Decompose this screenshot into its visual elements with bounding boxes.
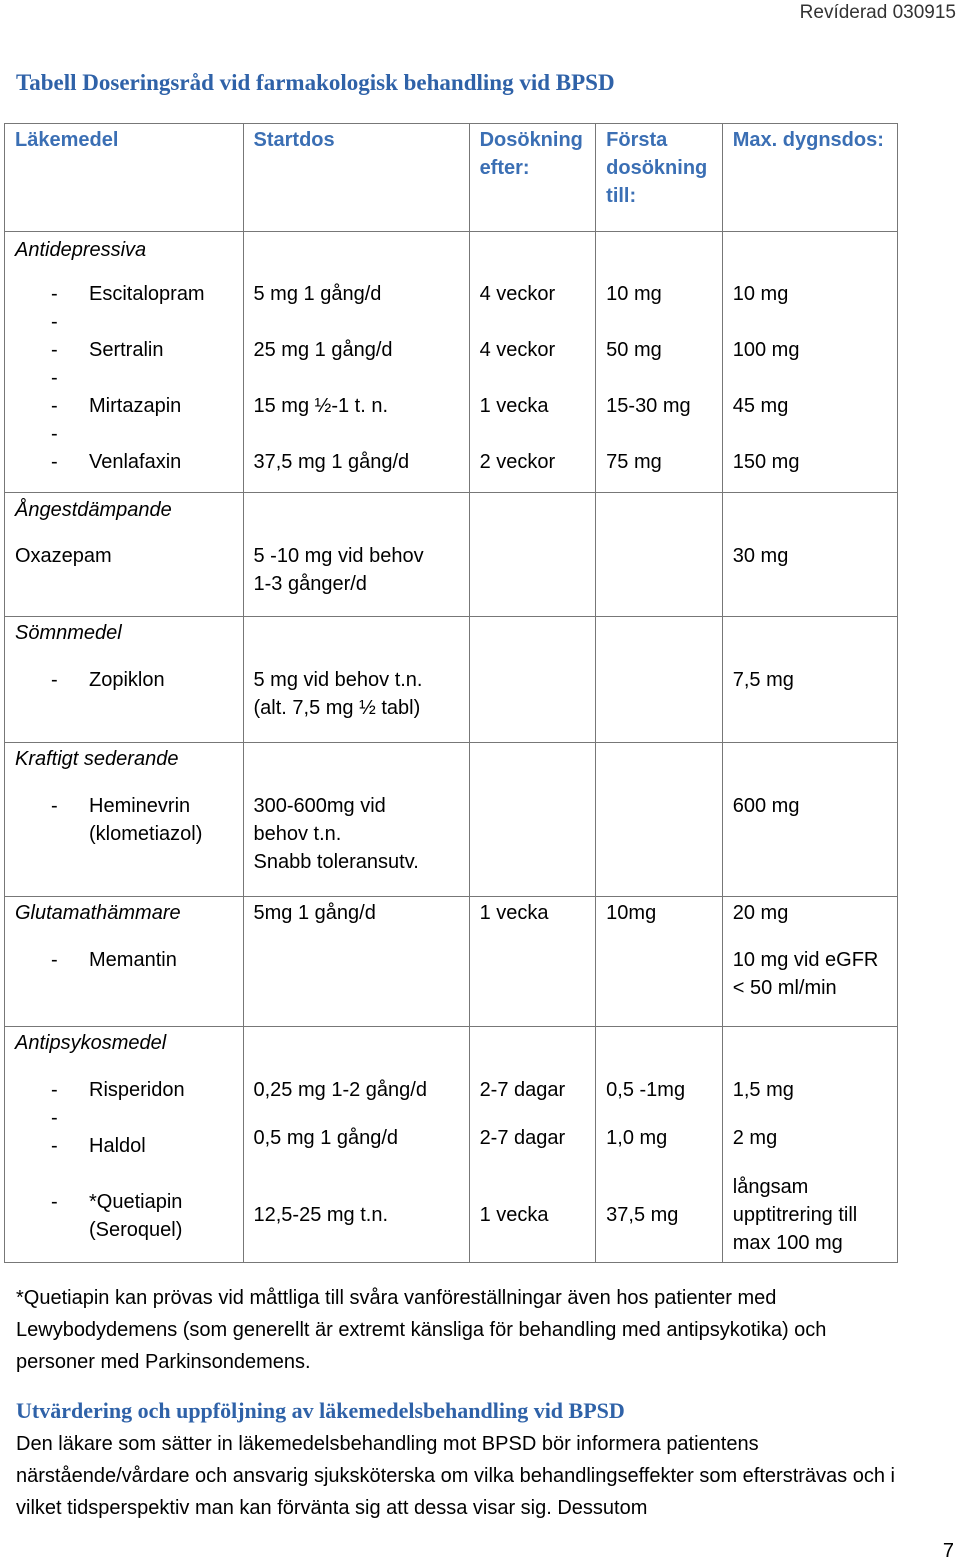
drug-name: Memantin xyxy=(89,949,177,971)
category-label: Antipsykosmedel xyxy=(5,1027,244,1077)
max-dose: 30 mg xyxy=(722,542,897,617)
drug-name: Zopiklon xyxy=(89,669,165,691)
drug-name: Risperidon xyxy=(89,1079,185,1101)
start-dose: 5 -10 mg vid behov 1-3 gånger/d xyxy=(243,542,469,617)
page-number: 7 xyxy=(942,1540,954,1562)
first-increase-list: 10 mg 50 mg 15-30 mg 75 mg xyxy=(596,280,723,493)
start-dose-list: 0,25 mg 1-2 gång/d 0,5 mg 1 gång/d 12,5-25 mg t.n. xyxy=(243,1076,469,1263)
table-row xyxy=(5,542,898,617)
revision-date: Revíderad 030915 xyxy=(799,2,956,23)
category-row xyxy=(5,617,898,667)
header-dosokning-efter: Dosökning efter: xyxy=(469,124,596,232)
category-row xyxy=(5,493,898,543)
section-title: Utvärdering och uppföljning av läkemedelsbehandling vid BPSD xyxy=(16,1398,625,1423)
table-row xyxy=(5,792,898,897)
drug-name: Sertralin xyxy=(89,339,164,361)
first-increase-list: 0,5 -1mg 1,0 mg 37,5 mg xyxy=(596,1076,723,1263)
category-row xyxy=(5,1027,898,1077)
section-text: Den läkare som sätter in läkemedelsbehandling mot BPSD bör informera patientens närstående/vårdare och ansvarig sjuksköterska om vilka behandlingseffekter som eftersträvas och i vilket tidsperspektiv man kan förvänta sig att dessa visar sig. Dessutom xyxy=(16,1433,895,1519)
drug-cell: - Heminevrin (klometiazol) xyxy=(5,792,244,897)
footnote: *Quetiapin kan prövas vid måttliga till svåra vanföreställningar även hos patienter med Lewybodydemens (som generellt är extremt känsliga för behandling med antipsykotika) och personer med Parkinsondemens. xyxy=(16,1287,827,1373)
dosage-table xyxy=(4,123,898,1263)
table-row xyxy=(5,946,898,1027)
category-label: Sömnmedel xyxy=(5,617,244,667)
category-label: Glutamathämmare xyxy=(5,897,244,947)
start-dose-list: 5 mg 1 gång/d 25 mg 1 gång/d 15 mg ½-1 t. n. 37,5 mg 1 gång/d xyxy=(243,280,469,493)
increase-after-list: 4 veckor 4 veckor 1 vecka 2 veckor xyxy=(469,280,596,493)
drug-name: Mirtazapin xyxy=(89,395,182,417)
start-dose: 300-600mg vid behov t.n. Snabb toleransutv. xyxy=(243,792,469,897)
header-lakemedel: Läkemedel xyxy=(5,124,244,232)
category-row xyxy=(5,897,898,947)
header-max-dygnsdos: Max. dygnsdos: xyxy=(722,124,897,232)
header-startdos: Startdos xyxy=(243,124,469,232)
max-dose: 20 mg xyxy=(722,897,897,947)
category-row xyxy=(5,743,898,793)
increase-after: 1 vecka xyxy=(469,897,596,947)
first-increase: 10mg xyxy=(596,897,723,947)
table-row xyxy=(5,280,898,493)
category-label: Antidepressiva xyxy=(5,232,244,281)
category-label: Kraftigt sederande xyxy=(5,743,244,793)
drug-list: - Escitalopram - - Sertralin - - Mirtazapin - - Venlafaxin xyxy=(5,280,244,493)
header-forsta-dosokning: Första dosökning till: xyxy=(596,124,723,232)
max-dose-list: 1,5 mg 2 mg långsam upptitrering till max 100 mg xyxy=(722,1076,897,1263)
table-row xyxy=(5,666,898,743)
max-dose-list: 10 mg 100 mg 45 mg 150 mg xyxy=(722,280,897,493)
start-dose: 5mg 1 gång/d xyxy=(243,897,469,947)
table-header-row xyxy=(5,124,898,232)
max-dose-note: 10 mg vid eGFR < 50 ml/min xyxy=(722,946,897,1027)
table-title: Tabell Doseringsråd vid farmakologisk behandling vid BPSD xyxy=(16,70,615,95)
drug-name: Haldol xyxy=(89,1135,146,1157)
max-dose: 600 mg xyxy=(722,792,897,897)
increase-after-list: 2-7 dagar 2-7 dagar 1 vecka xyxy=(469,1076,596,1263)
drug-list: - Risperidon - - Haldol - *Quetiapin (Seroquel) xyxy=(5,1076,244,1263)
drug-cell: - Memantin xyxy=(5,946,244,1027)
table-row xyxy=(5,1076,898,1263)
drug-name: Escitalopram xyxy=(89,283,205,305)
drug-name: Oxazepam xyxy=(5,542,244,617)
drug-name: Heminevrin xyxy=(89,795,191,817)
max-dose: 7,5 mg xyxy=(722,666,897,743)
start-dose: 5 mg vid behov t.n. (alt. 7,5 mg ½ tabl) xyxy=(243,666,469,743)
drug-cell: - Zopiklon xyxy=(5,666,244,743)
category-label: Ångestdämpande xyxy=(5,493,244,543)
category-row xyxy=(5,232,898,281)
drug-name: *Quetiapin xyxy=(89,1191,183,1213)
drug-name: Venlafaxin xyxy=(89,451,182,473)
